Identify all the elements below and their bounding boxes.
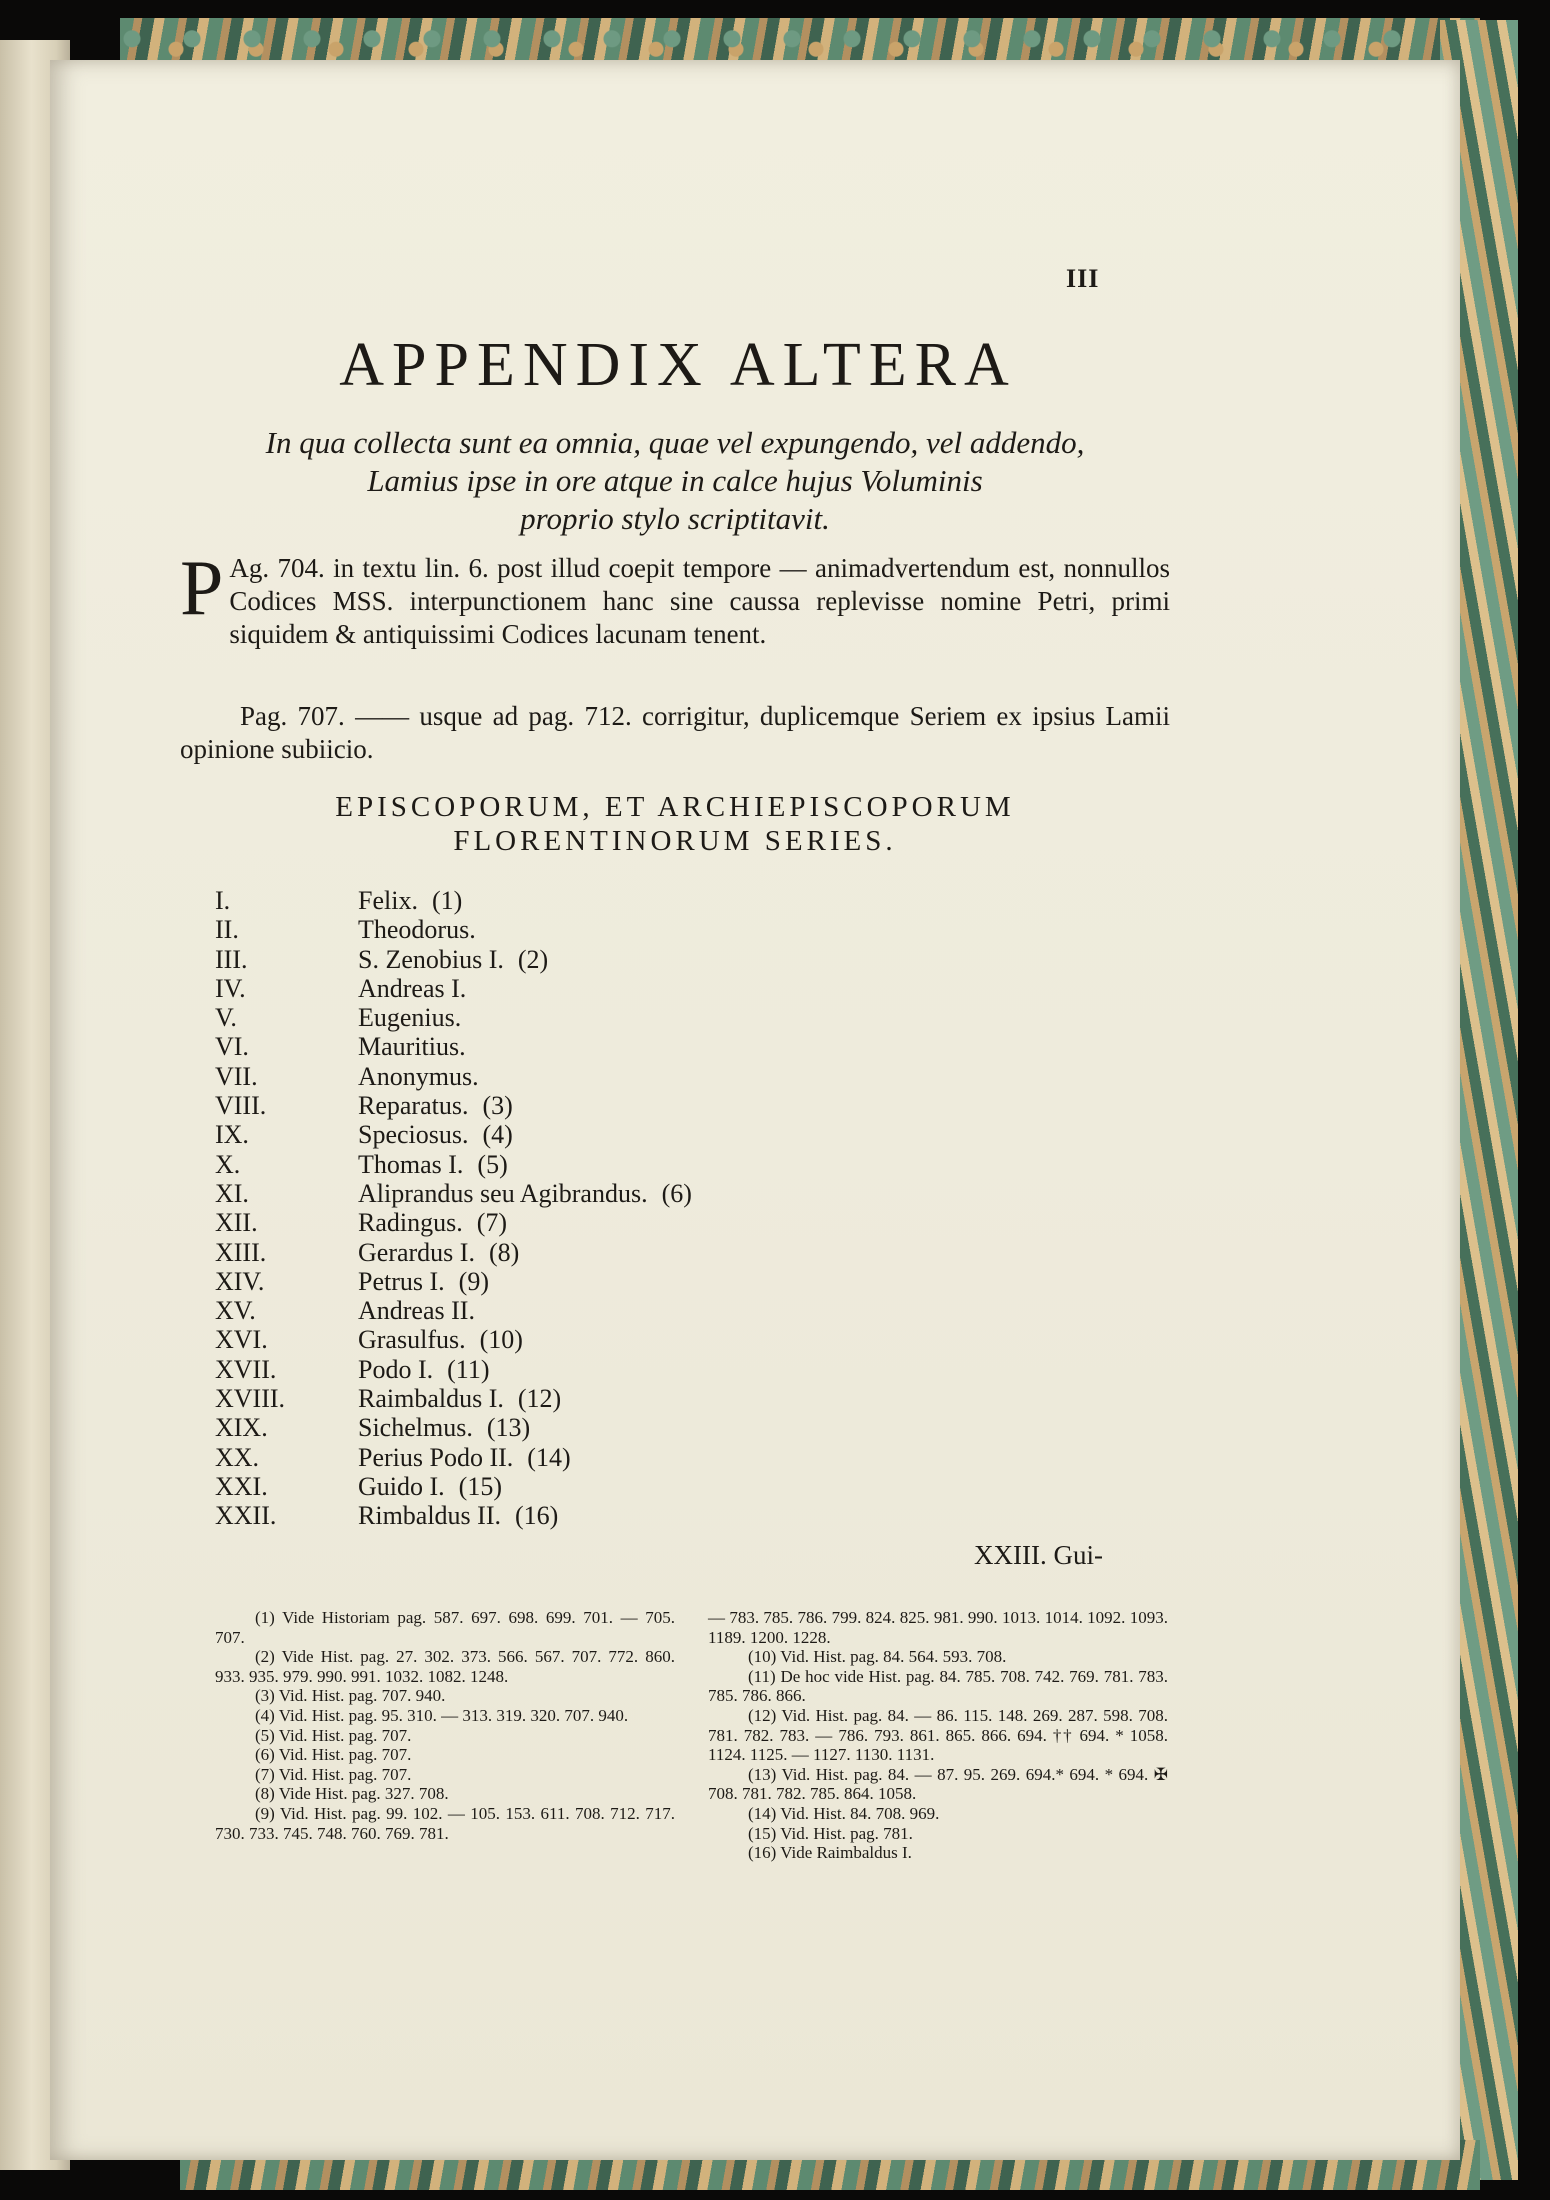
series-row — [215, 886, 915, 915]
series-name — [358, 1501, 558, 1530]
series-bishop-name: Thomas I. — [358, 1149, 464, 1179]
series-footnote-ref: (12) — [517, 1384, 562, 1414]
series-numeral: XXI. — [215, 1471, 268, 1501]
series-name — [358, 915, 476, 944]
series-bishop-name: Anonymus. — [358, 1061, 479, 1091]
series-bishop-name: Theodorus. — [358, 915, 476, 945]
series-footnote-ref: (15) — [458, 1471, 502, 1501]
series-footnote-ref: (16) — [515, 1501, 559, 1531]
series-numeral: XIX. — [215, 1413, 268, 1443]
series-bishop-name: Aliprandus seu Agibrandus. — [358, 1178, 648, 1208]
series-name — [358, 1062, 479, 1091]
series-bishop-name: Andreas I. — [358, 973, 467, 1003]
series-numeral: XIII. — [215, 1237, 267, 1267]
footnote: — 783. 785. 786. 799. 824. 825. 981. 990. 1013. 1014. 1092. 1093. 1189. 1200. 1228. — [708, 1608, 1168, 1647]
series-row — [215, 1179, 915, 1208]
series-name — [358, 1003, 461, 1032]
series-row — [215, 1472, 915, 1501]
series-name — [358, 1355, 489, 1384]
series-row — [215, 1267, 915, 1296]
series-row — [215, 1413, 915, 1442]
series-footnote-ref: (11) — [447, 1354, 490, 1384]
footnote: (15) Vid. Hist. pag. 781. — [748, 1823, 913, 1843]
series-bishop-name: Felix. — [358, 886, 418, 915]
subtitle-line: Lamius ipse in ore atque in calce hujus Voluminis — [367, 463, 983, 498]
series-row — [215, 1062, 915, 1091]
series-footnote-ref: (8) — [488, 1237, 520, 1267]
series-numeral: VIII. — [215, 1091, 267, 1121]
series-footnote-ref: (3) — [482, 1091, 513, 1121]
series-name — [358, 1325, 523, 1354]
series-bishop-name: Raimbaldus I. — [358, 1384, 504, 1414]
series-row — [215, 1443, 915, 1472]
series-numeral: III. — [215, 944, 248, 974]
series-numeral: IV. — [215, 973, 246, 1003]
series-bishop-name: Reparatus. — [358, 1091, 469, 1121]
footnote: (13) Vid. Hist. pag. 84. — 87. 95. 269. 694.* 694. * 694. ✠ 708. 781. 782. 785. 864. 1058. — [708, 1764, 1168, 1804]
series-bishop-name: Guido I. — [358, 1471, 445, 1501]
series-numeral: XV. — [215, 1296, 256, 1326]
footnote: (4) Vid. Hist. pag. 95. 310. — 313. 319. 320. 707. 940. — [255, 1705, 629, 1725]
catchword: XXIII. Gui- — [974, 1540, 1103, 1570]
series-name — [358, 1472, 502, 1501]
series-numeral: VI. — [215, 1032, 249, 1062]
series-name — [358, 1120, 513, 1149]
section-title-line: EPISCOPORUM, ET ARCHIEPISCOPORUM — [335, 791, 1015, 823]
series-numeral: XVII. — [215, 1354, 277, 1384]
series-bishop-name: Petrus I. — [358, 1266, 445, 1296]
subtitle — [180, 424, 1170, 538]
series-bishop-name: Speciosus. — [358, 1120, 469, 1150]
series-numeral: VII. — [215, 1061, 258, 1091]
footnote: (12) Vid. Hist. pag. 84. — 86. 115. 148. 269. 287. 598. 708. 781. 782. 783. — 786. 793. 861. 865. 866. 694. †† 694. * 1058. 1124. 1125. — 1127. 1130. 1131. — [708, 1705, 1168, 1765]
series-row — [215, 1208, 915, 1237]
series-numeral: IX. — [215, 1120, 249, 1150]
series-numeral: XI. — [215, 1178, 249, 1208]
series-name — [358, 1443, 571, 1472]
subtitle-line: In qua collecta sunt ea omnia, quae vel expungendo, vel addendo, — [265, 425, 1085, 460]
series-footnote-ref: (4) — [482, 1120, 513, 1150]
series-name — [358, 1032, 466, 1061]
paragraph-1 — [180, 544, 1170, 651]
section-title-line: FLORENTINORUM SERIES. — [453, 825, 897, 857]
series-numeral: XIV. — [215, 1266, 265, 1296]
footnote: (16) Vide Raimbaldus I. — [748, 1843, 912, 1863]
footnotes-right-column — [708, 1608, 1168, 1863]
series-footnote-ref: (13) — [486, 1413, 531, 1443]
footnote: (11) De hoc vide Hist. pag. 84. 785. 708. 742. 769. 781. 783. 785. 786. 866. — [708, 1666, 1168, 1706]
page-title: APPENDIX ALTERA — [339, 331, 1017, 399]
series-row — [215, 1355, 915, 1384]
series-numeral: I. — [215, 886, 231, 915]
series-name — [358, 1384, 561, 1413]
series-footnote-ref: (9) — [458, 1266, 489, 1296]
series-bishop-name: Eugenius. — [358, 1003, 462, 1033]
series-bishop-name: Mauritius. — [358, 1032, 466, 1062]
series-numeral: XVIII. — [215, 1384, 286, 1414]
series-name — [358, 1296, 475, 1325]
series-name — [358, 1413, 530, 1442]
series-footnote-ref: (1) — [431, 886, 463, 915]
series-footnote-ref: (5) — [477, 1149, 508, 1179]
series-name — [358, 1091, 513, 1120]
series-bishop-name: S. Zenobius I. — [358, 944, 504, 974]
series-row — [215, 1238, 915, 1267]
series-row — [215, 1325, 915, 1354]
series-name — [358, 1208, 507, 1237]
series-bishop-name: Sichelmus. — [358, 1413, 473, 1443]
series-row — [215, 1091, 915, 1120]
series-row — [215, 1032, 915, 1061]
series-bishop-name: Grasulfus. — [358, 1325, 466, 1355]
series-name — [358, 886, 462, 915]
footnote: (9) Vid. Hist. pag. 99. 102. — 105. 153. 611. 708. 712. 717. 730. 733. 745. 748. 760. 769. 781. — [215, 1803, 675, 1843]
footnote: (14) Vid. Hist. 84. 708. 969. — [748, 1803, 940, 1823]
series-numeral: XXII. — [215, 1501, 277, 1531]
series-row — [215, 1384, 915, 1413]
series-footnote-ref: (10) — [479, 1325, 523, 1355]
footnote: (1) Vide Historiam pag. 587. 697. 698. 699. 701. — 705. 707. — [215, 1608, 675, 1647]
footnote: (2) Vide Hist. pag. 27. 302. 373. 566. 567. 707. 772. 860. 933. 935. 979. 990. 991. 1032. 1082. 1248. — [215, 1647, 675, 1686]
series-row — [215, 1501, 915, 1530]
footnote: (10) Vid. Hist. pag. 84. 564. 593. 708. — [748, 1647, 1007, 1667]
series-numeral: V. — [215, 1003, 237, 1033]
series-row — [215, 1120, 915, 1149]
series-numeral: XVI. — [215, 1325, 268, 1355]
series-numeral: XX. — [215, 1442, 260, 1472]
paragraph-1-text: Ag. 704. in textu lin. 6. post illud coepit tempore — animadvertendum est, nonnullos Codices MSS. interpunctionem hanc sine caussa replevisse nomine Petri, primi siquidem & antiquissimi Codices lacunam tenent. — [229, 553, 1170, 649]
series-row — [215, 974, 915, 1003]
page-number: III — [1066, 264, 1100, 293]
series-name — [358, 974, 466, 1003]
series-numeral: X. — [215, 1149, 241, 1179]
footnote: (8) Vide Hist. pag. 327. 708. — [255, 1784, 449, 1804]
bishops-series-list — [215, 886, 915, 1531]
series-numeral: XII. — [215, 1208, 258, 1238]
series-footnote-ref: (2) — [517, 944, 549, 974]
series-bishop-name: Gerardus I. — [358, 1237, 475, 1267]
series-row — [215, 1296, 915, 1325]
series-name — [358, 1179, 692, 1208]
series-row — [215, 1003, 915, 1032]
series-footnote-ref: (7) — [476, 1208, 508, 1238]
book-page — [50, 60, 1460, 2160]
series-name — [358, 1238, 519, 1267]
series-name — [358, 1267, 489, 1296]
series-bishop-name: Rimbaldus II. — [358, 1501, 501, 1531]
footnote: (5) Vid. Hist. pag. 707. — [255, 1725, 412, 1745]
series-bishop-name: Perius Podo II. — [358, 1442, 514, 1472]
footnote: (6) Vid. Hist. pag. 707. — [255, 1745, 412, 1765]
footnote: (3) Vid. Hist. pag. 707. 940. — [255, 1686, 446, 1706]
series-row — [215, 915, 915, 944]
drop-cap: P — [180, 544, 224, 631]
subtitle-line: proprio stylo scriptitavit. — [520, 501, 830, 536]
series-footnote-ref: (14) — [527, 1442, 571, 1472]
series-name — [358, 1150, 508, 1179]
section-title — [180, 790, 1170, 858]
series-numeral: II. — [215, 915, 239, 945]
series-footnote-ref: (6) — [661, 1178, 692, 1208]
series-bishop-name: Podo I. — [358, 1354, 434, 1384]
footnotes-left-column — [215, 1608, 675, 1843]
footnote: (7) Vid. Hist. pag. 707. — [255, 1764, 412, 1784]
series-name — [358, 945, 548, 974]
paragraph-2: Pag. 707. —— usque ad pag. 712. corrigitur, duplicemque Seriem ex ipsius Lamii opinione subiicio. — [180, 701, 1170, 764]
series-row — [215, 1150, 915, 1179]
series-row — [215, 945, 915, 974]
series-bishop-name: Andreas II. — [358, 1296, 475, 1326]
series-bishop-name: Radingus. — [358, 1208, 463, 1238]
